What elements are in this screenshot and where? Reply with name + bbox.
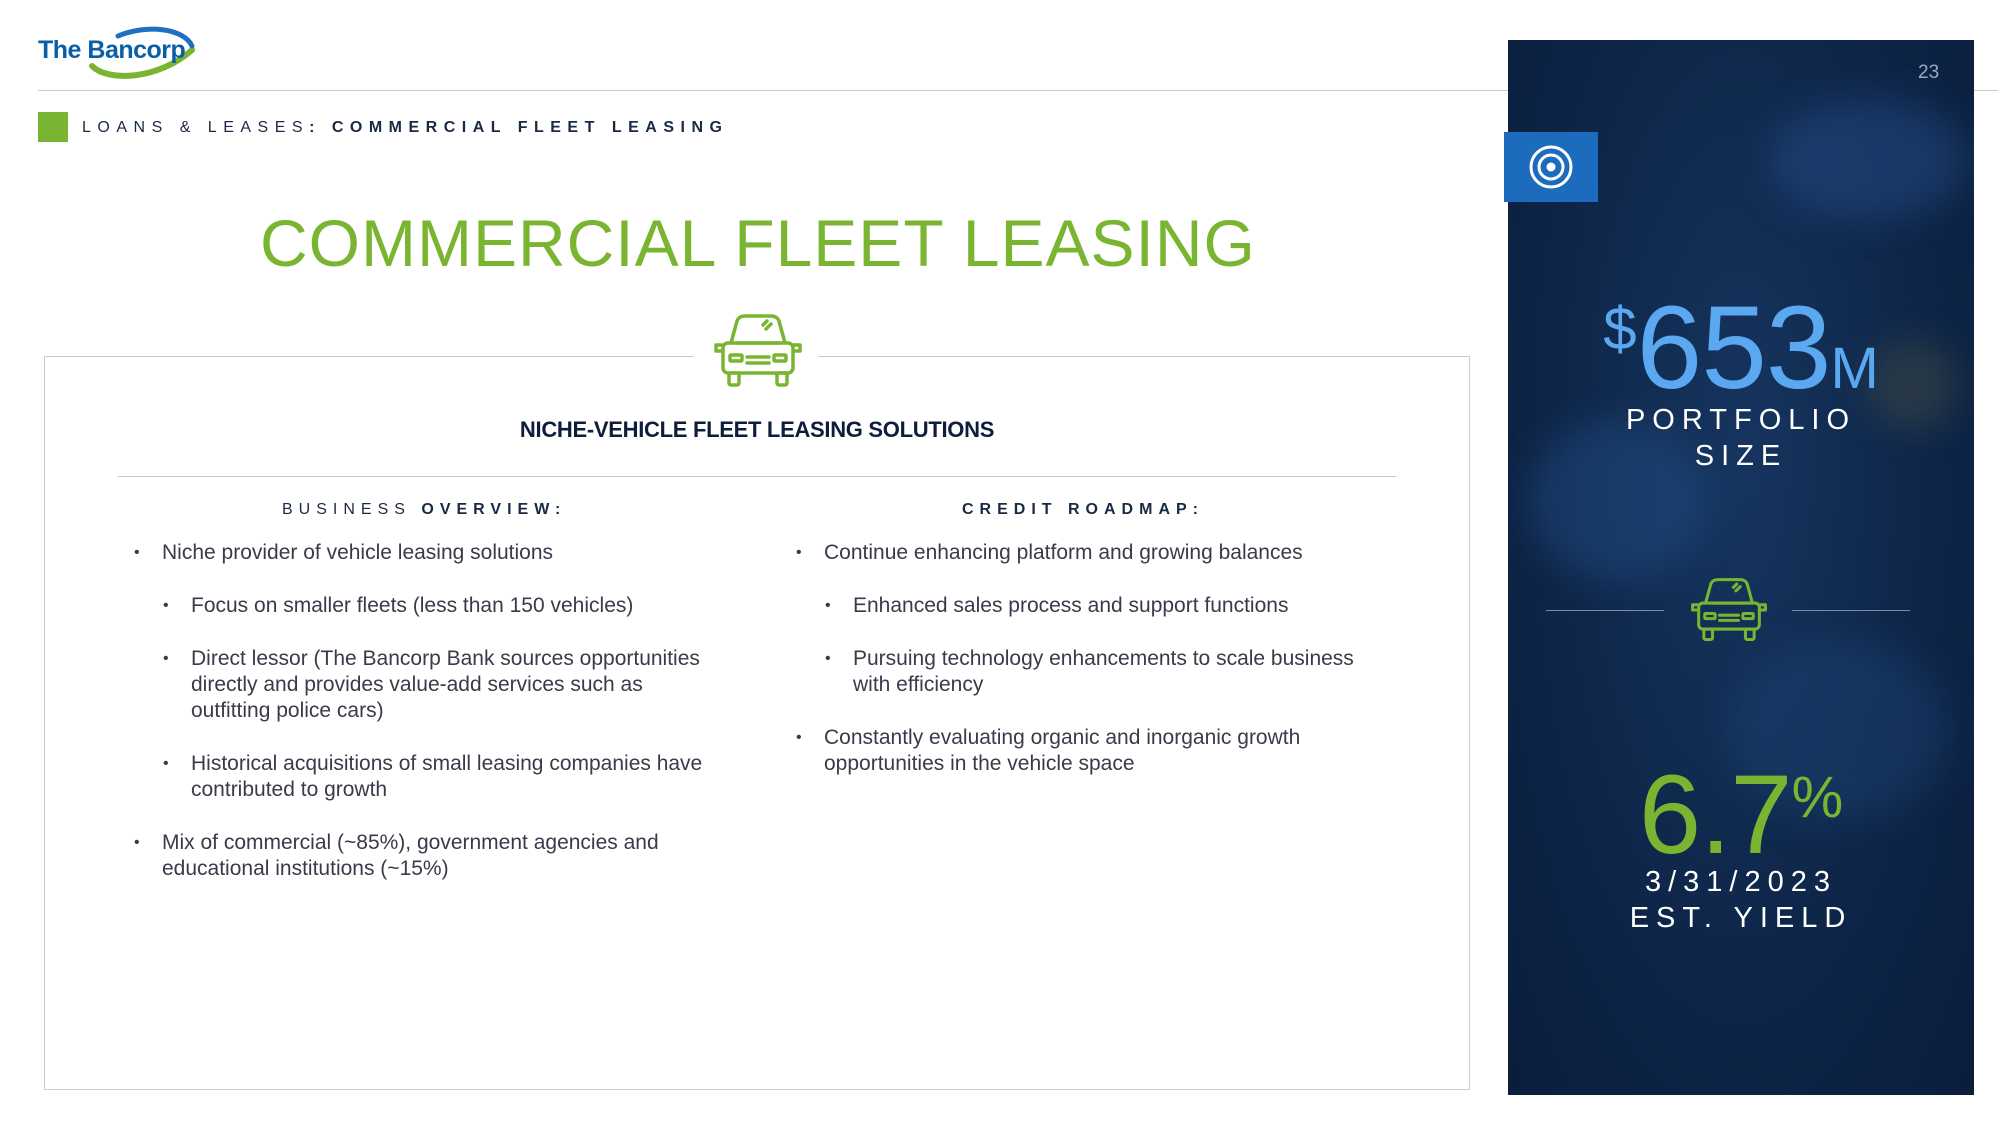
- yield-unit: %: [1791, 765, 1844, 830]
- portfolio-size-value: [1508, 280, 1974, 416]
- van-icon: [1690, 574, 1768, 646]
- credit-roadmap-heading: [962, 501, 1204, 519]
- list-item: • Niche provider of vehicle leasing solutions: [162, 540, 722, 566]
- list-item: • Enhanced sales process and support functions: [853, 593, 1384, 619]
- bancorp-logo: [38, 26, 198, 86]
- page-number: 23: [1918, 62, 1940, 83]
- yield-label-line1: 3/31/2023: [1644, 866, 1837, 898]
- side-rule-left: [1546, 610, 1664, 611]
- yield-value: [1508, 750, 1974, 879]
- logo-text: The Bancorp: [38, 36, 186, 64]
- side-rule-right: [1792, 610, 1910, 611]
- yield-number: 6.7: [1638, 752, 1792, 877]
- credit-roadmap-heading-bold: CREDIT ROADMAP:: [962, 501, 1204, 518]
- business-overview-heading-bold: OVERVIEW:: [421, 501, 567, 518]
- target-icon: [1528, 144, 1574, 190]
- section-breadcrumb: [82, 119, 728, 137]
- target-badge: [1504, 132, 1598, 202]
- portfolio-label: [1508, 402, 1974, 474]
- list-item: • Pursuing technology enhancements to scale business with efficiency: [853, 646, 1384, 698]
- currency-symbol: $: [1603, 295, 1637, 362]
- section-separator: :: [309, 119, 321, 136]
- portfolio-number: 653: [1636, 282, 1831, 414]
- credit-roadmap-list: [824, 540, 1384, 804]
- yield-label: [1508, 864, 1974, 936]
- list-item: • Mix of commercial (~85%), government agencies and educational institutions (~15%): [162, 830, 722, 882]
- list-item: • Continue enhancing platform and growing balances: [824, 540, 1384, 566]
- section-prefix: LOANS & LEASES: [82, 119, 310, 136]
- list-item: • Focus on smaller fleets (less than 150 vehicles): [191, 593, 722, 619]
- portfolio-label-line1: PORTFOLIO: [1625, 404, 1857, 436]
- list-item: • Historical acquisitions of small leasing companies have contributed to growth: [191, 751, 722, 803]
- portfolio-label-line2: SIZE: [1694, 440, 1788, 472]
- section-marker: [38, 112, 68, 142]
- section-subtitle: NICHE-VEHICLE FLEET LEASING SOLUTIONS: [519, 417, 995, 442]
- section-emphasis: COMMERCIAL FLEET LEASING: [331, 119, 729, 136]
- list-item: • Direct lessor (The Bancorp Bank sources opportunities directly and provides value-add services such as outfitting police cars): [191, 646, 722, 724]
- subtitle-rule: [118, 476, 1396, 477]
- business-overview-list: [162, 540, 722, 909]
- yield-label-line2: EST. YIELD: [1629, 902, 1853, 934]
- list-item: • Constantly evaluating organic and inorganic growth opportunities in the vehicle space: [824, 725, 1384, 777]
- business-overview-heading: [282, 501, 566, 519]
- van-icon: [713, 313, 803, 389]
- portfolio-unit: M: [1830, 336, 1879, 401]
- business-overview-heading-light: BUSINESS: [282, 501, 411, 518]
- background-blur: [1768, 100, 1968, 220]
- page-title: COMMERCIAL FLEET LEASING: [260, 206, 1256, 280]
